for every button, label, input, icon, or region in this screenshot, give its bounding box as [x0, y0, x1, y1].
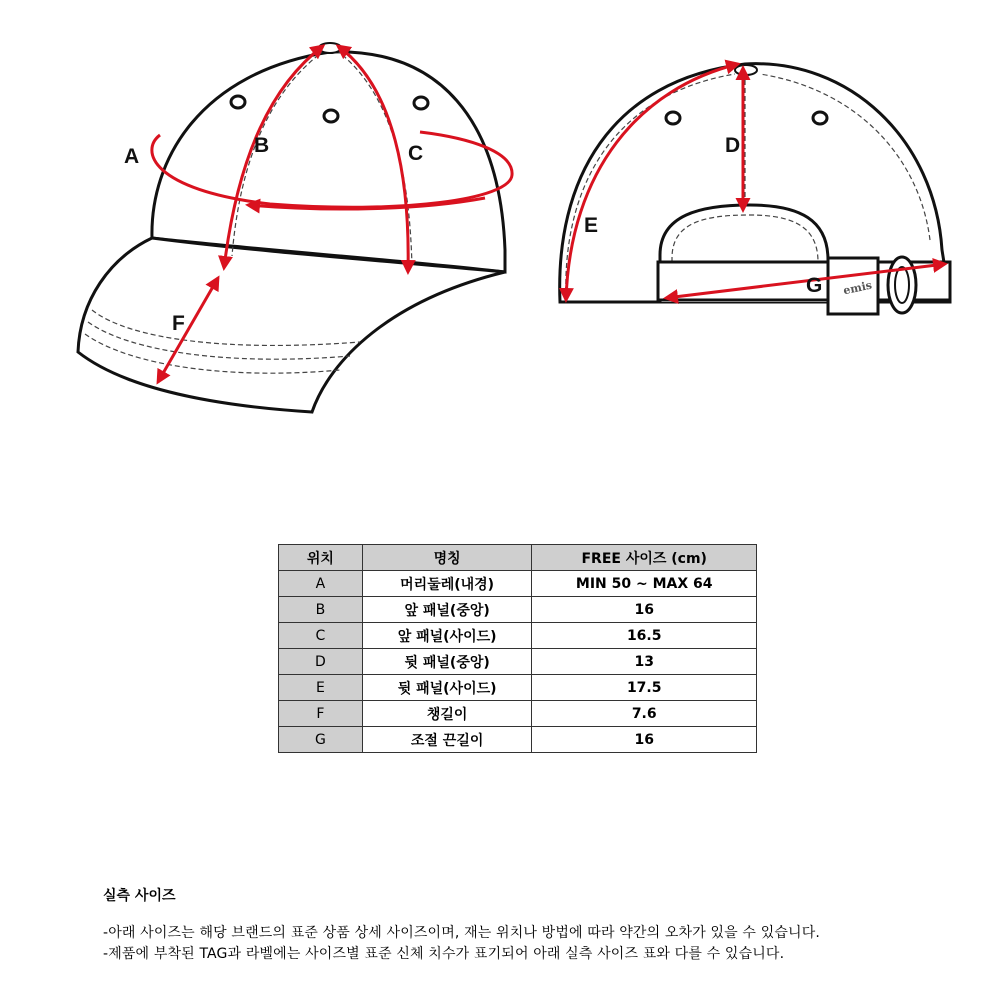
label-a: A [124, 145, 140, 168]
table-row [279, 597, 757, 623]
cell-size: 7.6 [532, 701, 757, 727]
cell-position: C [279, 623, 363, 649]
cell-size: 16 [532, 597, 757, 623]
label-f: F [172, 312, 185, 335]
table-row [279, 623, 757, 649]
front-cap-illustration [78, 43, 505, 412]
header-name: 명칭 [362, 545, 532, 571]
cell-name: 챙길이 [362, 701, 532, 727]
cell-size: 16 [532, 727, 757, 753]
label-d: D [725, 134, 741, 157]
table-row [279, 649, 757, 675]
cell-size: MIN 50 ~ MAX 64 [532, 571, 757, 597]
cell-size: 13 [532, 649, 757, 675]
label-b: B [254, 134, 270, 157]
table-row [279, 675, 757, 701]
cell-size: 16.5 [532, 623, 757, 649]
cell-name: 머리둘레(내경) [362, 571, 532, 597]
cell-position: D [279, 649, 363, 675]
note-line: -제품에 부착된 TAG과 라벨에는 사이즈별 표준 신체 치수가 표기되어 아래 실측 사이즈 표와 다를 수 있습니다. [103, 946, 785, 962]
cell-name: 조절 끈길이 [362, 727, 532, 753]
cell-position: E [279, 675, 363, 701]
cell-position: B [279, 597, 363, 623]
front-crown-outline [152, 52, 505, 272]
label-g: G [806, 274, 823, 297]
table-row [279, 571, 757, 597]
cell-name: 앞 패널(중앙) [362, 597, 532, 623]
cell-name: 뒷 패널(중앙) [362, 649, 532, 675]
back-cap-illustration [560, 64, 950, 314]
cell-position: F [279, 701, 363, 727]
cell-position: G [279, 727, 363, 753]
table-row [279, 701, 757, 727]
table-row [279, 727, 757, 753]
header-position: 위치 [279, 545, 363, 571]
table-header-row [279, 545, 757, 571]
cell-name: 뒷 패널(사이드) [362, 675, 532, 701]
note-line: -아래 사이즈는 해당 브랜드의 표준 상품 상세 사이즈이며, 재는 위치나 방법에 따라 약간의 오차가 있을 수 있습니다. [103, 925, 821, 941]
header-size: FREE 사이즈 (cm) [532, 545, 757, 571]
size-table [278, 544, 757, 753]
notes-title: 실측 사이즈 [103, 888, 176, 904]
cell-position: A [279, 571, 363, 597]
label-e: E [584, 214, 599, 237]
cell-name: 앞 패널(사이드) [362, 623, 532, 649]
label-c: C [408, 142, 424, 165]
cell-size: 17.5 [532, 675, 757, 701]
brand-logo: emis [842, 278, 874, 298]
